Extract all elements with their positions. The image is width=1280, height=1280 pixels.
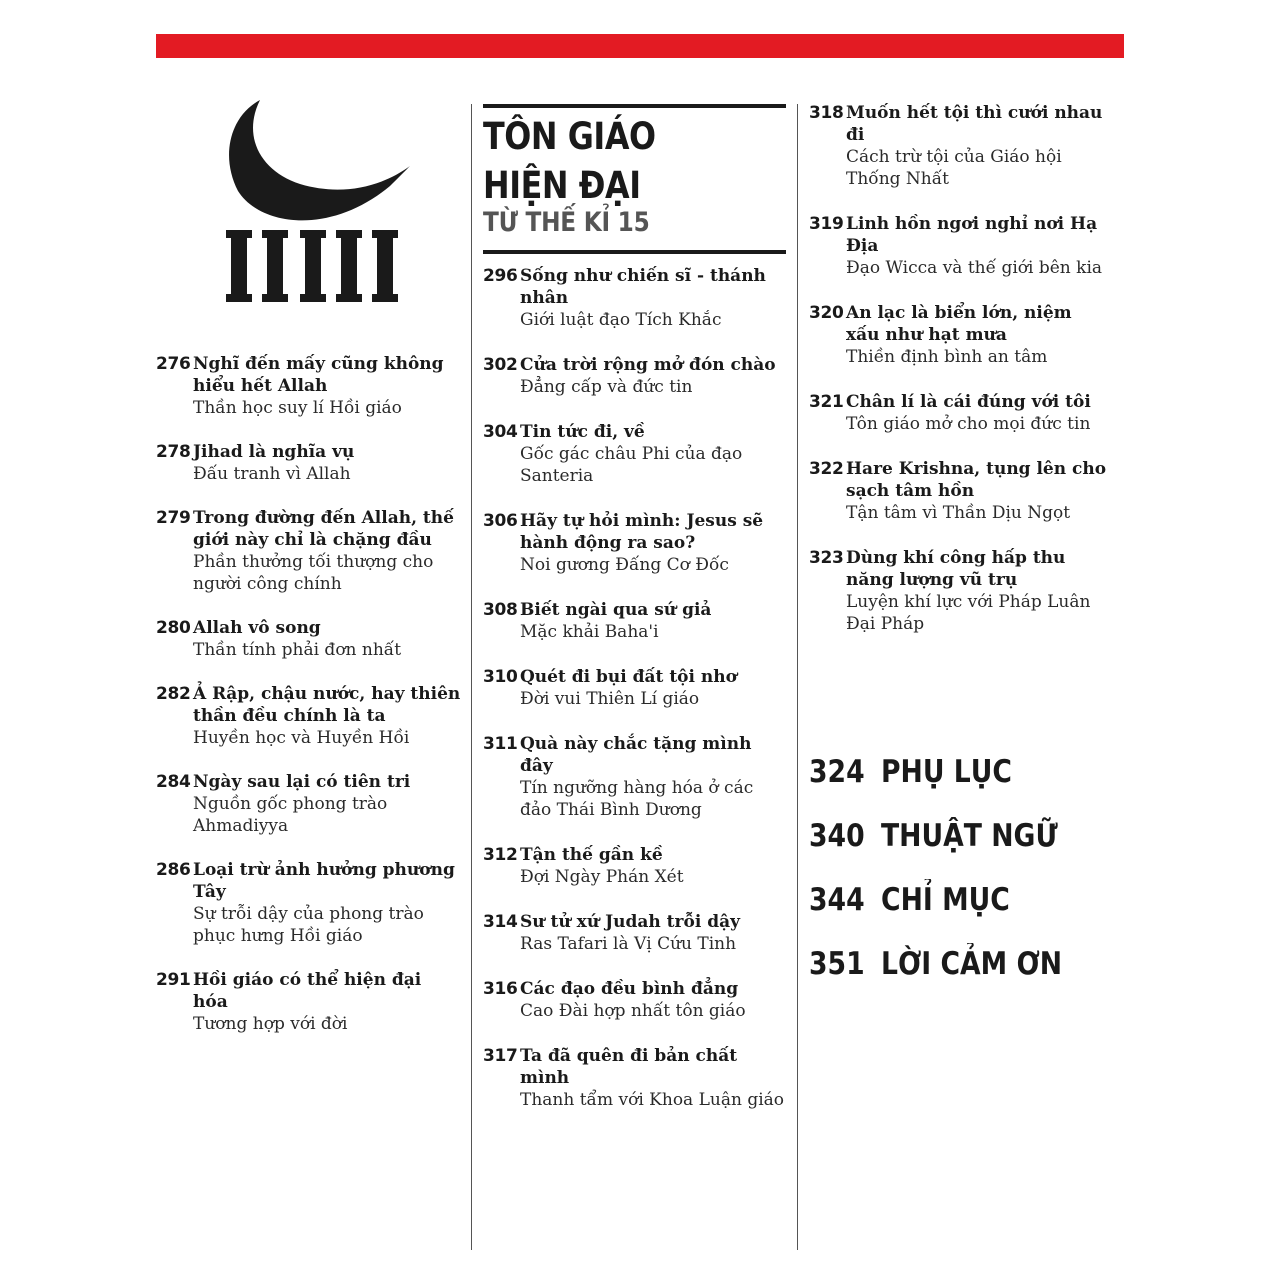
toc-entry[interactable]: 317 Ta đã quên đi bản chất mình Thanh tẩm với Khoa Luận giáo <box>483 1046 785 1110</box>
toc-entry[interactable]: 310 Quét đi bụi đất tội nhơ Đời vui Thiên Lí giáo <box>483 667 737 709</box>
toc-entry[interactable]: 304 Tin tức đi, về Gốc gác châu Phi của đạo Santeria <box>483 422 743 486</box>
header-rule-bottom <box>483 250 786 254</box>
column-divider-1 <box>471 104 472 1250</box>
appendix-list <box>809 752 1092 1008</box>
toc-entry[interactable]: 318 Muốn hết tội thì cưới nhau đi Cách trừ tội của Giáo hội Thống Nhất <box>809 103 1103 189</box>
toc-entry[interactable]: 316 Các đạo đều bình đẳng Cao Đài hợp nhất tôn giáo <box>483 979 746 1021</box>
toc-entry[interactable]: 320 An lạc là biển lớn, niệm xấu như hạt mưa Thiền định bình an tâm <box>809 303 1072 367</box>
appendix-entry[interactable]: 351 LỜI CẢM ƠN <box>809 946 1063 982</box>
toc-entry[interactable]: 280 Allah vô song Thần tính phải đơn nhất <box>156 618 402 660</box>
appendix-entry[interactable]: 324 PHỤ LỤC <box>809 754 1012 790</box>
toc-entry[interactable]: 279 Trong đường đến Allah, thế giới này chỉ là chặng đầu Phần thưởng tối thượng cho người công chính <box>156 508 454 594</box>
toc-column-3 <box>809 102 1109 658</box>
toc-entry[interactable]: 296 Sống như chiến sĩ - thánh nhân Giới luật đạo Tích Khắc <box>483 266 766 330</box>
toc-entry[interactable]: 278 Jihad là nghĩa vụ Đấu tranh vì Allah <box>156 442 355 484</box>
toc-entry[interactable]: 312 Tận thế gần kề Đợi Ngày Phán Xét <box>483 845 684 887</box>
section-header <box>483 104 786 254</box>
section-title-line2: HIỆN ĐẠI <box>483 164 641 207</box>
toc-entry[interactable]: 284 Ngày sau lại có tiên tri Nguồn gốc phong trào Ahmadiyya <box>156 772 411 836</box>
toc-entry[interactable]: 311 Quà này chắc tặng mình đây Tín ngưỡng hàng hóa ở các đảo Thái Bình Dương <box>483 734 754 820</box>
column-divider-2 <box>797 104 798 1250</box>
toc-entry[interactable]: 319 Linh hồn ngơi nghỉ nơi Hạ Địa Đạo Wicca và thế giới bên kia <box>809 214 1103 278</box>
section-subtitle: TỪ THẾ KỈ 15 <box>483 207 650 238</box>
appendix-entry[interactable]: 344 CHỈ MỤC <box>809 882 1010 918</box>
accent-bar <box>156 34 1124 58</box>
toc-column-1 <box>156 353 461 1057</box>
toc-entry[interactable]: 291 Hồi giáo có thể hiện đại hóa Tương hợp với đời <box>156 970 422 1034</box>
toc-entry[interactable]: 286 Loại trừ ảnh hưởng phương Tây Sự trỗi dậy của phong trào phục hưng Hồi giáo <box>156 860 455 946</box>
toc-entry[interactable]: 308 Biết ngài qua sứ giả Mặc khải Baha'i <box>483 600 712 642</box>
header-rule-top <box>483 104 786 108</box>
toc-entry[interactable]: 306 Hãy tự hỏi mình: Jesus sẽ hành động ra sao? Noi gương Đấng Cơ Đốc <box>483 511 764 575</box>
toc-entry[interactable]: 302 Cửa trời rộng mở đón chào Đẳng cấp và đức tin <box>483 355 776 397</box>
toc-entry[interactable]: 276 Nghĩ đến mấy cũng không hiểu hết Allah Thần học suy lí Hồi giáo <box>156 354 444 418</box>
toc-column-2 <box>483 265 789 1134</box>
appendix-entry[interactable]: 340 THUẬT NGỮ <box>809 818 1058 854</box>
section-title-line1: TÔN GIÁO <box>483 115 656 158</box>
crescent-over-pillars-icon <box>220 96 416 310</box>
toc-entry[interactable]: 321 Chân lí là cái đúng với tôi Tôn giáo mở cho mọi đức tin <box>809 392 1091 434</box>
toc-entry[interactable]: 323 Dùng khí công hấp thu năng lượng vũ trụ Luyện khí lực với Pháp Luân Đại Pháp <box>809 548 1091 634</box>
toc-entry[interactable]: 314 Sư tử xứ Judah trỗi dậy Ras Tafari là Vị Cứu Tinh <box>483 912 740 954</box>
toc-entry[interactable]: 282 Ả Rập, chậu nước, hay thiên thần đều chính là ta Huyền học và Huyền Hồi <box>156 684 461 748</box>
toc-entry[interactable]: 322 Hare Krishna, tụng lên cho sạch tâm hồn Tận tâm vì Thần Dịu Ngọt <box>809 459 1107 523</box>
